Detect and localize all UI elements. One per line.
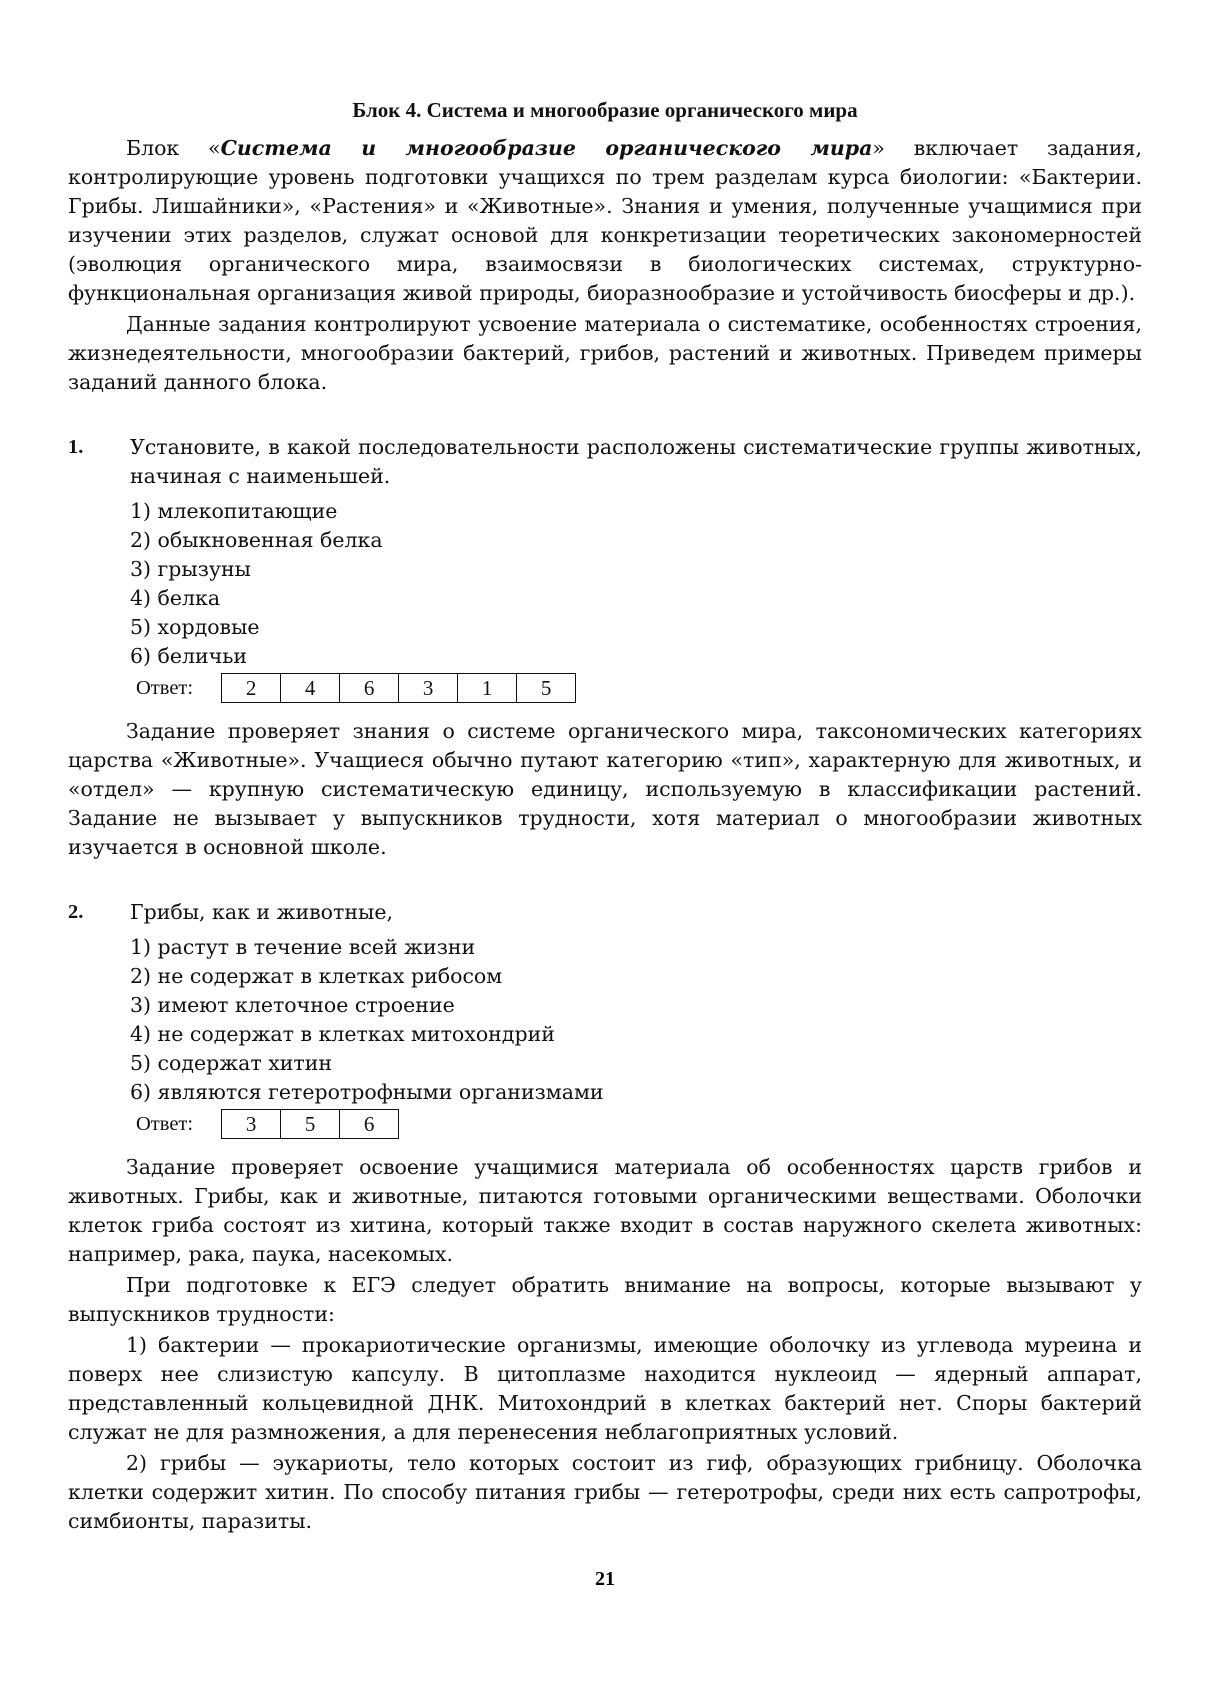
answer-cell: 1 — [458, 674, 517, 702]
fungi-paragraph: 2) грибы — эукариоты, тело которых состоит из гиф, образующих грибницу. Оболочка клетки содержит хитин. По способу питания грибы — гетеротрофы, среди них есть сапротрофы, симбионты, паразиты. — [68, 1451, 1142, 1533]
task-number: 2. — [68, 901, 84, 923]
task-1 — [68, 433, 1142, 703]
answer-cells — [221, 1109, 399, 1139]
answer-cells — [221, 673, 576, 703]
option-item: 6) беличьи — [130, 644, 248, 668]
options-list — [130, 497, 1142, 671]
option-item: 1) млекопитающие — [130, 499, 338, 523]
answer-cell: 3 — [222, 1110, 281, 1138]
bacteria-paragraph: 1) бактерии — прокариотические организмы, имеющие оболочку из углевода муреина и поверх нее слизистую капсулу. В цитоплазме находится нуклеоид — ядерный аппарат, представленный кольцевидной ДНК. Митохондрий в клетках бактерий нет. Споры бактерий служат не для размножения, а для перенесения неблагоприятных условий. — [68, 1333, 1142, 1444]
option-item: 4) белка — [130, 586, 221, 610]
option-item: 3) грызуны — [130, 557, 251, 581]
answer-cell: 6 — [363, 1112, 375, 1136]
answer-cell: 5 — [281, 1110, 340, 1138]
option-item: 2) обыкновенная белка — [130, 528, 383, 552]
option-item: 3) имеют клеточное строение — [130, 993, 455, 1017]
intro-suffix: » включает задания, контролирующие уровень подготовки учащихся по трем разделам курса биологии: «Бактерии. Грибы. Лишайники», «Растения» и «Животные». Знания и умения, полученные учащимися при изучении этих разделов, служат основой для конкретизации теоретических закономерностей (эволюция органического мира, взаимосвязи в биологических системах, структурно-функциональная организация живой природы, биоразнообразие и устойчивость биосферы и др.). — [68, 136, 1142, 305]
answer-row — [136, 1109, 1142, 1139]
option-item: 4) не содержат в клетках митохондрий — [130, 1022, 555, 1046]
task-question: Установите, в какой последовательности расположены систематические группы животных, начиная с наименьшей. — [130, 435, 1142, 488]
task-question: Грибы, как и животные, — [130, 900, 393, 924]
intro-paragraph-2: Данные задания контролируют усвоение материала о систематике, особенностях строения, жизнедеятельности, многообразии бактерий, грибов, растений и животных. Приведем примеры заданий данного блока. — [68, 312, 1142, 394]
task-number: 1. — [68, 436, 84, 458]
page — [68, 96, 1142, 1536]
answer-label: Ответ: — [136, 676, 194, 699]
exam-prep-paragraph: При подготовке к ЕГЭ следует обратить внимание на вопросы, которые вызывают у выпускников трудности: — [68, 1273, 1142, 1326]
options-list — [130, 933, 1142, 1107]
answer-cell: 2 — [222, 674, 281, 702]
answer-label: Ответ: — [136, 1112, 194, 1135]
task-2-comment: Задание проверяет освоение учащимися материала об особенностях царств грибов и животных. Грибы, как и животные, питаются готовыми органическими веществами. Оболочки клеток гриба состоят из хитина, который также входит в состав наружного скелета животных: например, рака, паука, насекомых. — [68, 1155, 1142, 1266]
option-item: 6) являются гетеротрофными организмами — [130, 1080, 604, 1104]
option-item: 5) содержат хитин — [130, 1051, 333, 1075]
task-2 — [68, 898, 1142, 1139]
option-item: 5) хордовые — [130, 615, 260, 639]
answer-cell: 6 — [340, 674, 399, 702]
intro-paragraph-1 — [68, 134, 1142, 308]
option-item: 2) не содержат в клетках рибосом — [130, 964, 503, 988]
section-title: Блок 4. Система и многообразие органического мира — [352, 98, 858, 122]
answer-cell: 4 — [281, 674, 340, 702]
answer-cell: 3 — [399, 674, 458, 702]
intro-italic-block-name: Система и многообразие органического мира — [220, 136, 873, 160]
answer-cell: 5 — [540, 676, 552, 700]
answer-row — [136, 673, 1142, 703]
task-1-comment: Задание проверяет знания о системе органического мира, таксономических категориях царства «Животные». Учащиеся обычно путают категорию «тип», характерную для животных, и «отдел» — крупную систематическую единицу, используемую в классификации растений. Задание не вызывает у выпускников трудности, хотя материал о многообразии животных изучается в основной школе. — [68, 719, 1142, 859]
intro-prefix: Блок « — [126, 136, 221, 160]
option-item: 1) растут в течение всей жизни — [130, 935, 476, 959]
page-number: 21 — [595, 1568, 615, 1590]
